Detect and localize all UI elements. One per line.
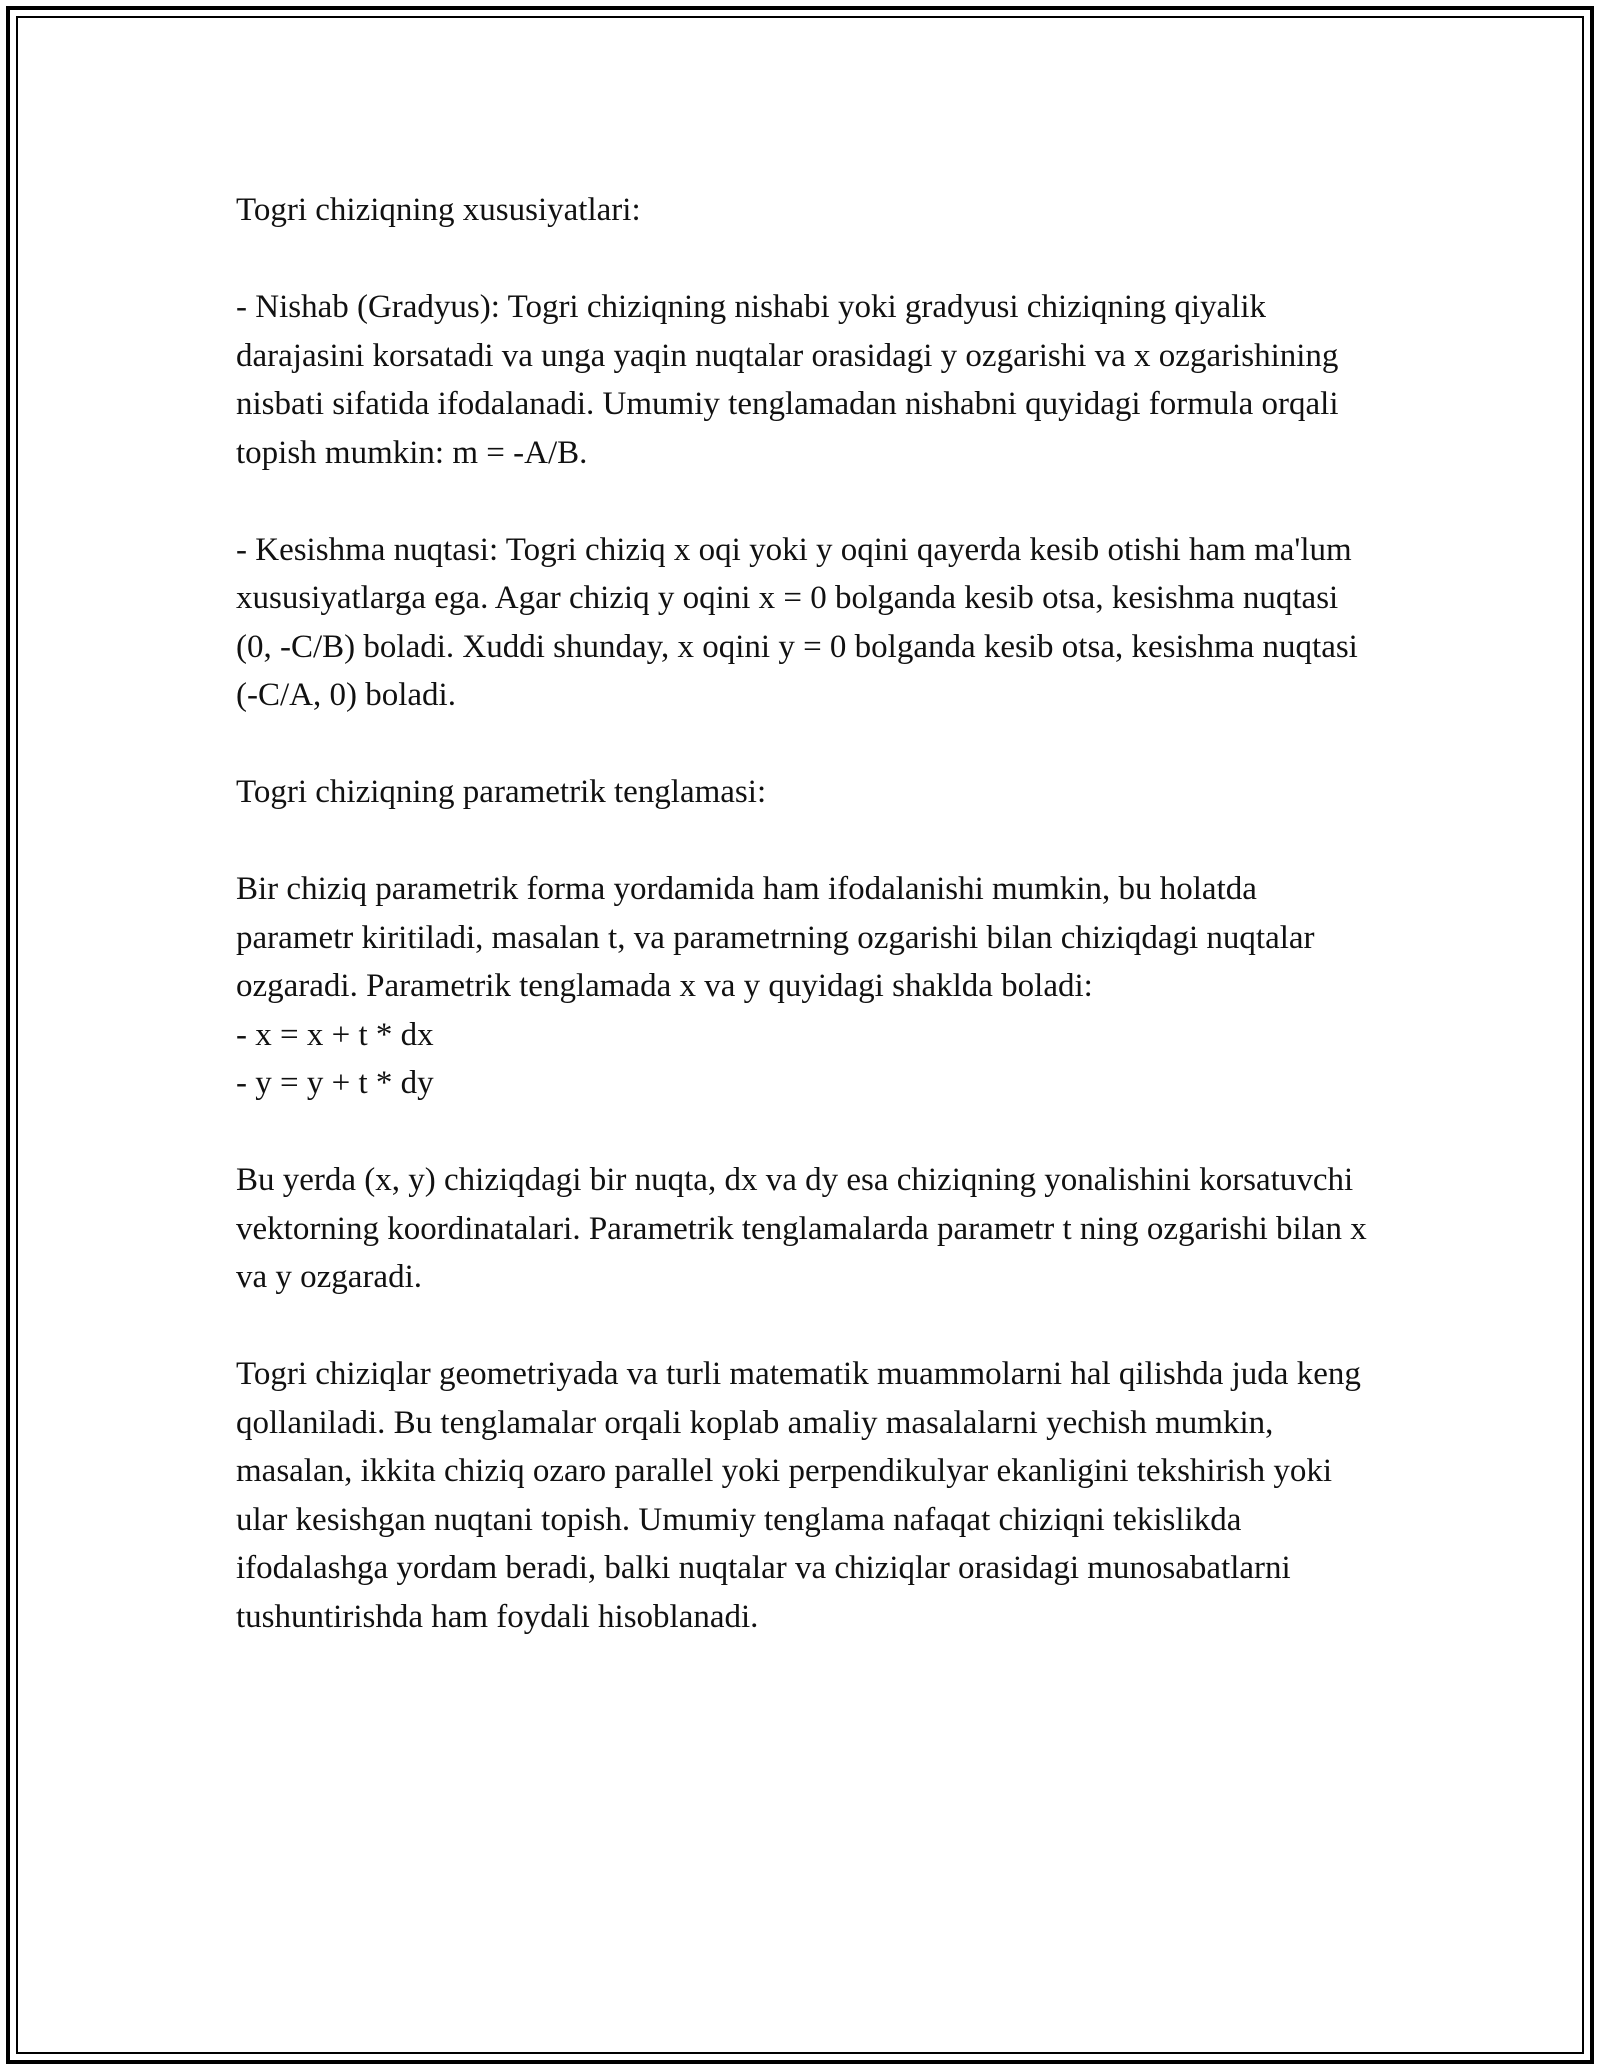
parametric-intro: Bir chiziq parametrik forma yordamida ham ifodalanishi mumkin, bu holatda parametr kiritiladi, masalan t, va parametrning ozgarishi bilan chiziqdagi nuqtalar ozgaradi. Parametrik tenglamada x va y quyidagi shaklda boladi:: [236, 871, 1315, 1004]
parametric-explanation: Bu yerda (x, y) chiziqdagi bir nuqta, dx va dy esa chiziqning yonalishini korsatuvchi vektorning koordinatalari. Parametrik tenglamalarda parametr t ning ozgarishi bilan x va y ozgaradi.: [236, 1162, 1367, 1295]
equation-y: - y = y + t * dy: [236, 1065, 434, 1101]
intersection-paragraph: - Kesishma nuqtasi: Togri chiziq x oqi yoki y oqini qayerda kesib otishi ham ma'lum xususiyatlarga ega. Agar chiziq y oqini x = 0 bolganda kesib otsa, kesishma nuqtasi (0, -C/B) boladi. Xuddi shunday, x oqini y = 0 bolganda kesib otsa, kesishma nuqtasi (-C/A, 0) boladi.: [236, 531, 1358, 713]
heading-parametric: Togri chiziqning parametrik tenglamasi:: [236, 774, 767, 810]
heading-properties: Togri chiziqning xususiyatlari:: [236, 192, 641, 228]
equation-x: - x = x + t * dx: [236, 1016, 434, 1053]
slope-paragraph: - Nishab (Gradyus): Togri chiziqning nishabi yoki gradyusi chiziqning qiyalik darajasini korsatadi va unga yaqin nuqtalar orasidagi y ozgarishi va x ozgarishining nisbati sifatida ifodalanadi. Umumiy tenglamadan nishabni quyidagi formula orqali topish mumkin: m = -A/B.: [236, 289, 1339, 471]
conclusion-paragraph: Togri chiziqlar geometriyada va turli matematik muammolarni hal qilishda juda keng qollaniladi. Bu tenglamalar orqali koplab amaliy masalalarni yechish mumkin, masalan, ikkita chiziq ozaro parallel yoki perpendikulyar ekanligini tekshirish yoki ular kesishgan nuqtani topish. Umumiy tenglama nafaqat chiziqni tekislikda ifodalashga yordam beradi, balki nuqtalar va chiziqlar orasidagi munosabatlarni tushuntirishda ham foydali hisoblanadi.: [236, 1356, 1361, 1635]
document-body: [236, 186, 1376, 1690]
